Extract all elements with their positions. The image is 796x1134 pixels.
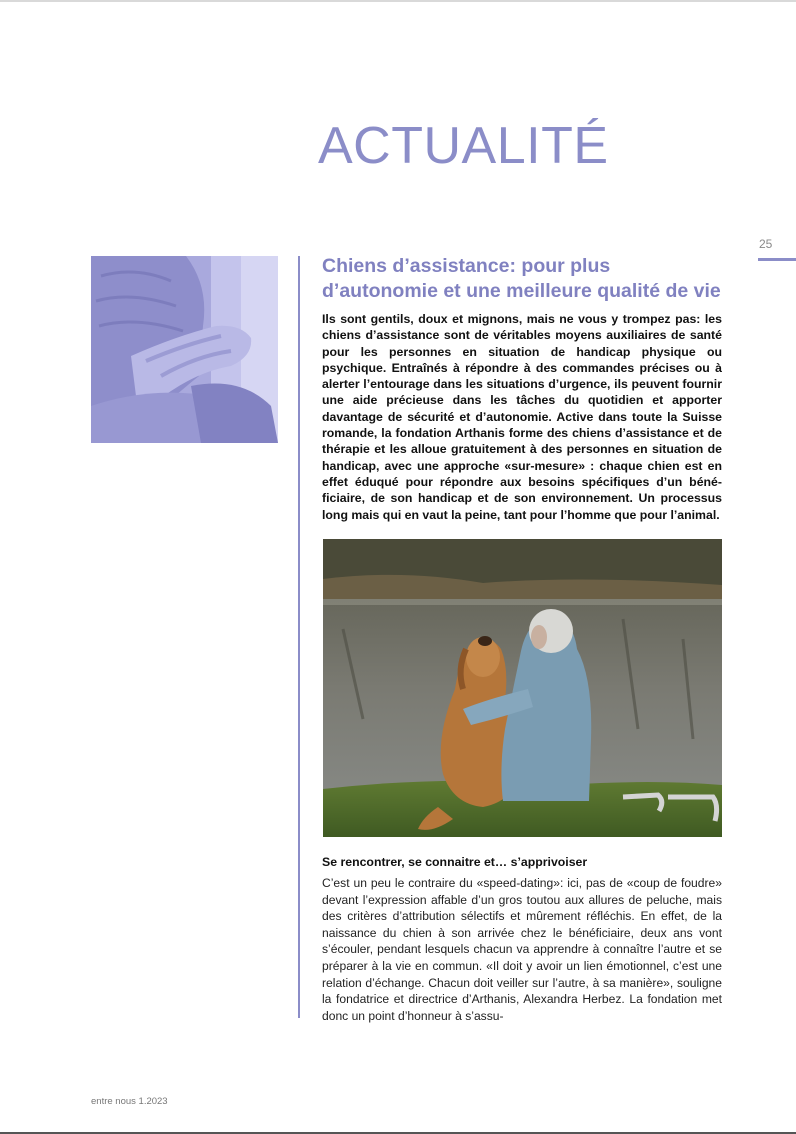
side-photo bbox=[91, 256, 278, 443]
main-photo-illustration bbox=[323, 539, 722, 837]
article-lead: Ils sont gentils, doux et mignons, mais ne vous y trompez pas: les chiens d’assistance sont de véritables moyens auxiliaires de santé pour les personnes en situation de handicap physique ou psychique. Entraînés à répondre à des commandes précises ou à alerter l’entourage dans les situations d’urgence, ils peuvent fournir une aide précieuse dans les tâches du quotidien et apporter davantage de sécurité et d’autonomie. Active dans toute la Suisse romande, la fondation Arthanis forme des chiens d’assistance et de thérapie et les alloue gratuitement à des personnes en situation de handicap, avec une approche «sur-mesure» : chaque chien est en effet éduqué pour répondre aux besoins spécifiques d’un bénéficiaire, de son handicap et de son environnement. Un processus long mais qui en vaut la peine, tant pour l’homme que pour l’animal. bbox=[322, 312, 722, 522]
section-title: ACTUALITÉ bbox=[318, 117, 609, 175]
section-subheading: Se rencontrer, se connaitre et… s’apprivoiser bbox=[322, 855, 588, 869]
side-photo-illustration bbox=[91, 256, 278, 443]
top-rule bbox=[0, 0, 796, 2]
footer-publication: entre nous 1.2023 bbox=[91, 1096, 168, 1107]
article-headline: Chiens d’assistance: pour plus d’autonomie et une meilleure qualité de vie bbox=[322, 255, 721, 302]
page-number: 25 bbox=[759, 237, 773, 251]
page-number-bar bbox=[758, 258, 796, 261]
main-photo bbox=[323, 539, 722, 837]
article-body: C’est un peu le contraire du «speed-dating»: ici, pas de «coup de foudre» devant l’expression affable d’un gros toutou aux allures de peluche, mais des critères d’attribution sélectifs et mûrement réfléchis. En effet, de la naissance du chien à son arrivée chez le bénéficiaire, deux ans vont s’écouler, pendant lesquels chacun va apprendre à connaître l’autre et se préparer à la vie en commun. «Il doit y avoir un lien émotionnel, c’est une relation d’échange. Chacun doit veiller sur l’autre, à sa manière», souligne la fondatrice et directrice d’Arthanis, Alexandra Herbez. La fondation met donc un point d’honneur à s’assu- bbox=[322, 876, 722, 1023]
column-rule bbox=[298, 256, 300, 1018]
